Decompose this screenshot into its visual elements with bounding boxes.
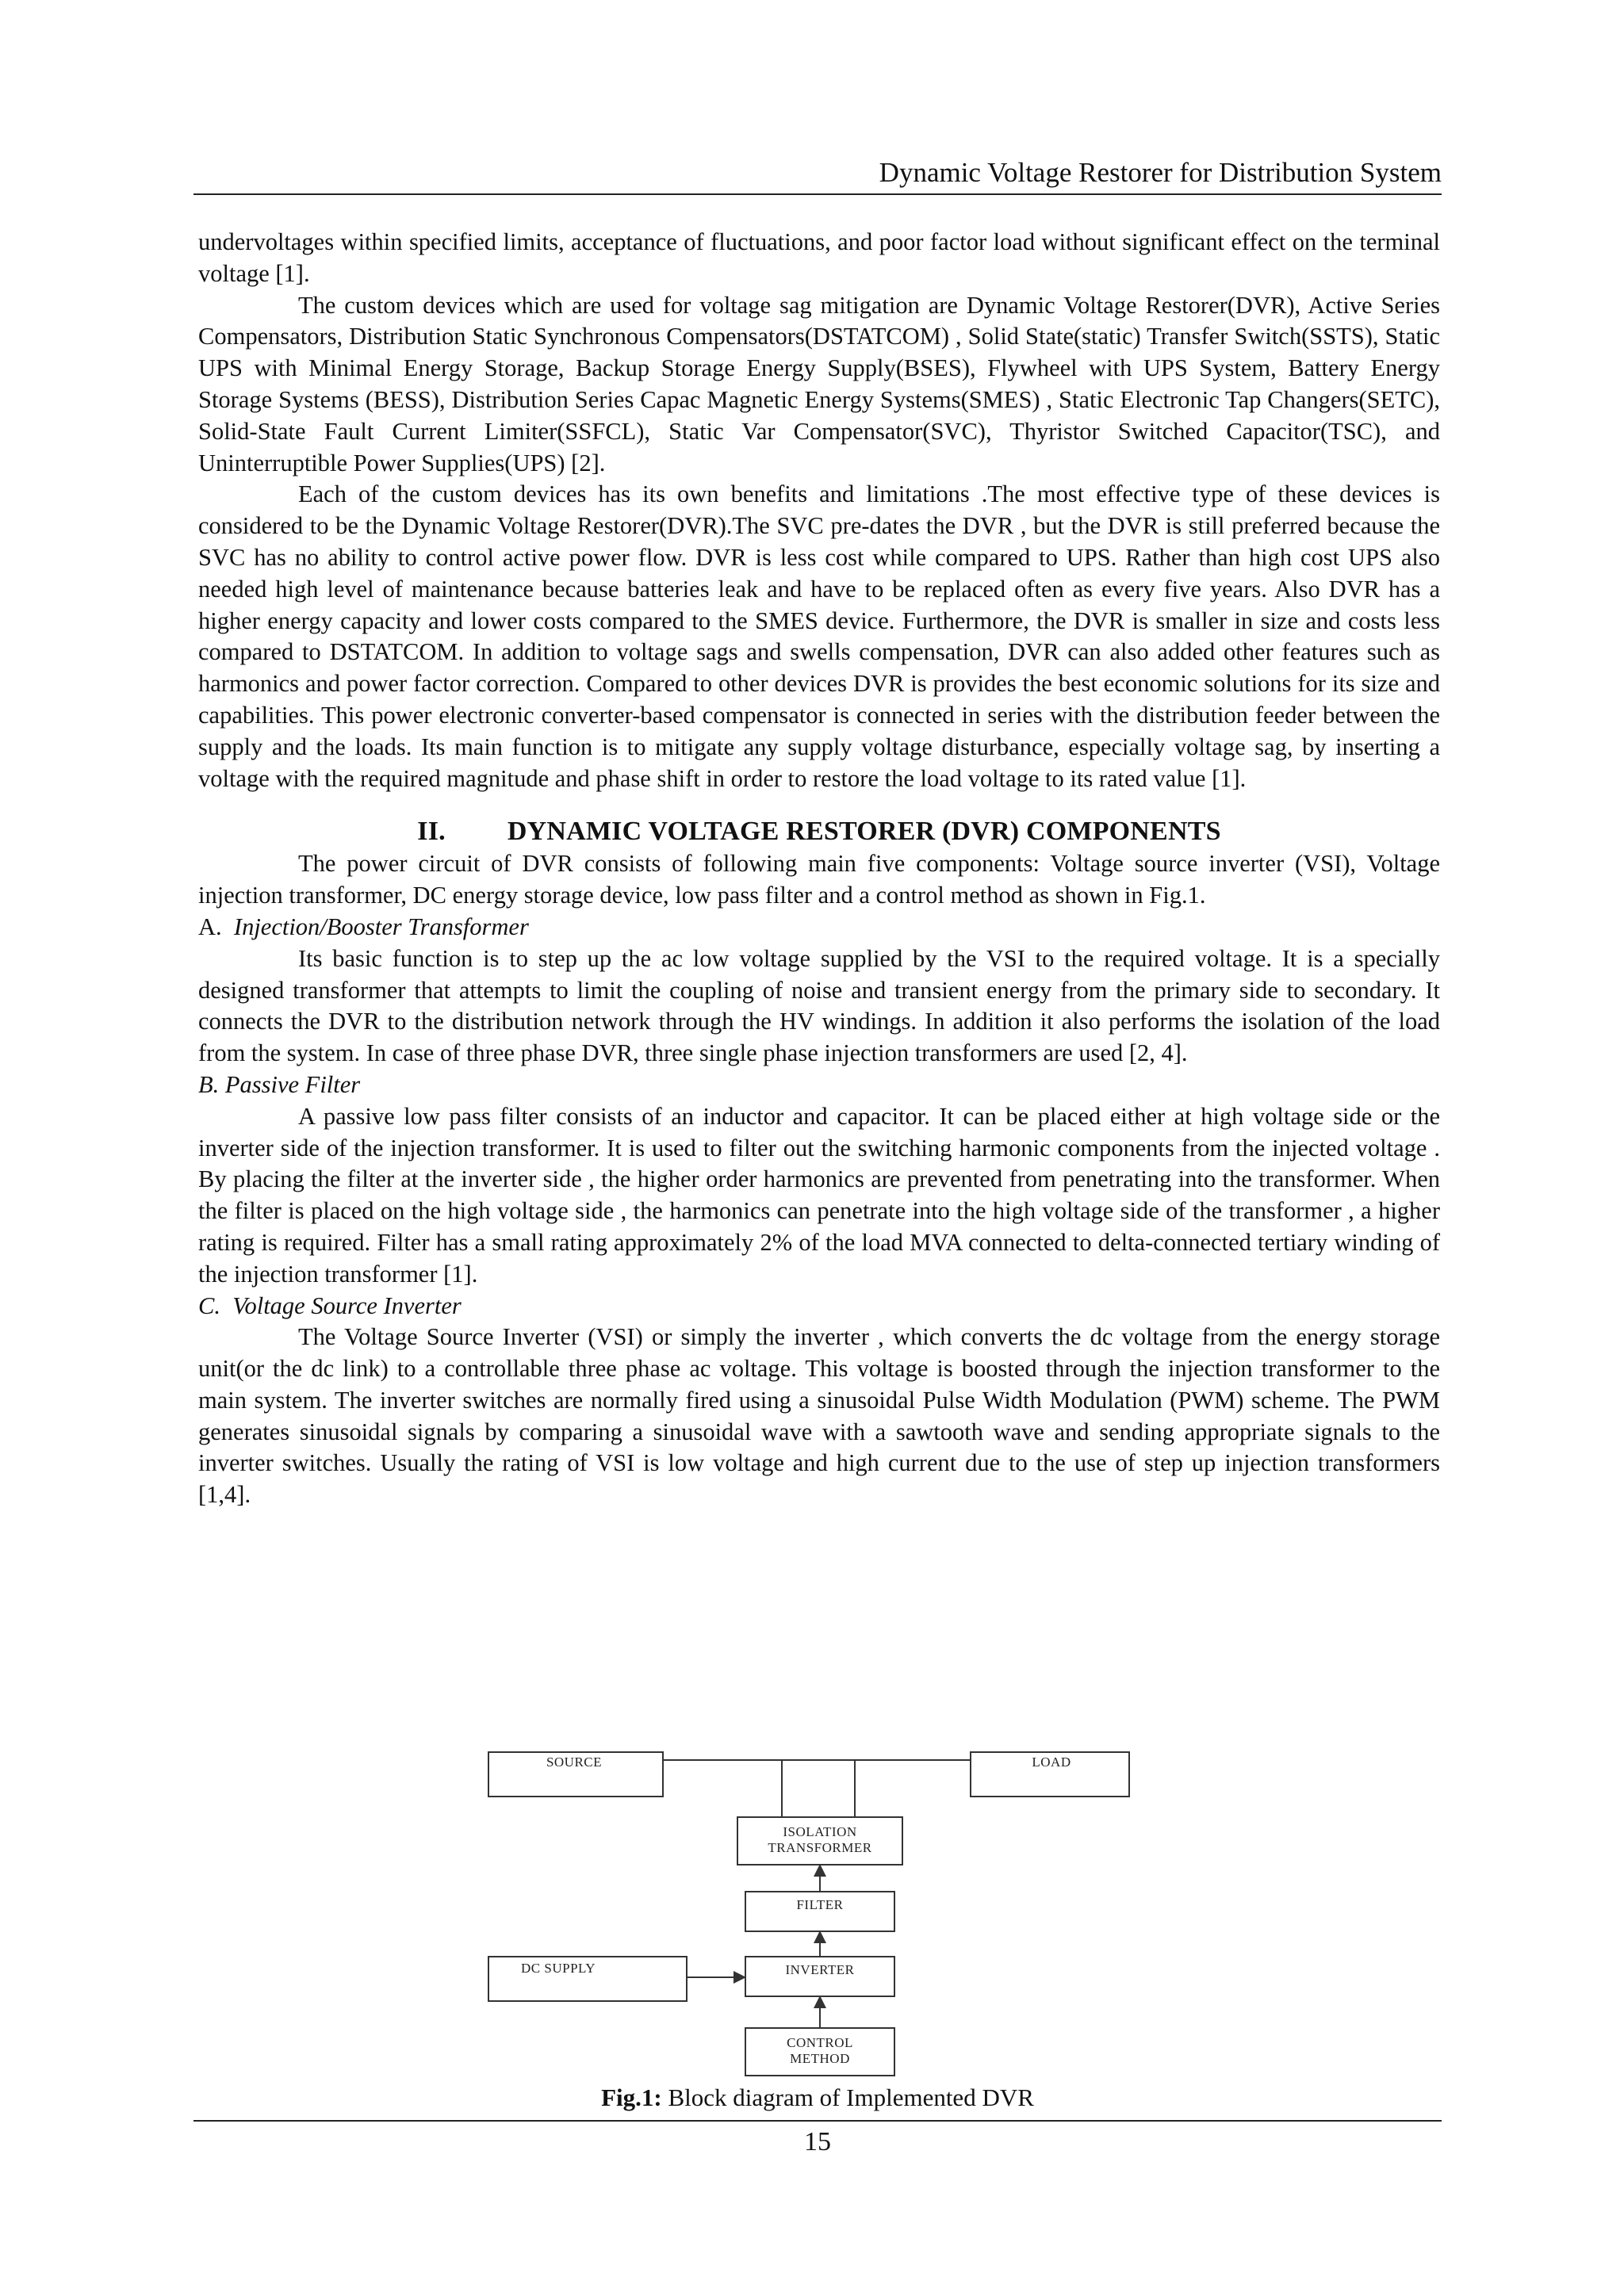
isolation-label-1: ISOLATION xyxy=(783,1824,857,1839)
dvr-block-diagram xyxy=(476,1741,1142,2090)
section-number: II. xyxy=(417,817,446,847)
subheading-label: C. xyxy=(198,1292,220,1319)
footer-rule xyxy=(193,2120,1442,2122)
caption-label: Fig.1: xyxy=(601,2084,662,2111)
header-rule xyxy=(193,193,1442,195)
paragraph-components: The power circuit of DVR consists of following main five components: Voltage source inverter (VSI), Voltage injection transformer, DC energy storage device, low pass filter and a control method as shown in Fig.1. xyxy=(198,850,1440,909)
paragraph-voltage-source-inverter: The Voltage Source Inverter (VSI) or simply the inverter , which converts the dc voltage from the energy storage unit(or the dc link) to a controllable three phase ac voltage. This voltage is boosted through the injection transformer to the main system. The inverter switches are normally fired using a sinusoidal Pulse Width Modulation (PWM) scheme. The PWM generates sinusoidal signals by comparing a sinusoidal wave with a sawtooth wave and sending appropriate signals to the inverter switches. Usually the rating of VSI is low voltage and high current due to the use of step up injection transformers [1,4]. xyxy=(198,1323,1440,1509)
subheading-title: Passive Filter xyxy=(224,1070,361,1098)
body-text xyxy=(198,227,1440,1511)
subheading-title: Voltage Source Inverter xyxy=(232,1292,462,1319)
subheading-voltage-source-inverter xyxy=(198,1291,1440,1322)
subheading-title: Injection/Booster Transformer xyxy=(233,913,529,940)
page-number: 15 xyxy=(804,2127,831,2156)
subheading-passive-filter xyxy=(198,1070,1440,1101)
subheading-label: A. xyxy=(198,913,222,940)
isolation-label-2: TRANSFORMER xyxy=(768,1840,872,1855)
subheading-label: B. xyxy=(198,1070,220,1098)
section-title: DYNAMIC VOLTAGE RESTORER (DVR) COMPONENTS xyxy=(507,817,1221,847)
subheading-injection-transformer xyxy=(198,912,1440,943)
inverter-label: INVERTER xyxy=(785,1962,855,1977)
section-heading xyxy=(198,815,1440,848)
load-label: LOAD xyxy=(1032,1755,1071,1770)
paragraph-passive-filter: A passive low pass filter consists of an inductor and capacitor. It can be placed either at high voltage side or the inverter side of the injection transformer. It is used to filter out the switching harmonic components from the injected voltage . By placing the filter at the inverter side , the higher order harmonics are prevented from penetrating into the transformer. When the filter is placed on the high voltage side , the harmonics can penetrate into the high voltage side of the transformer , a higher rating is required. Filter has a small rating approximately 2% of the load MVA connected to delta-connected tertiary winding of the injection transformer [1]. xyxy=(198,1102,1440,1288)
control-label-1: CONTROL xyxy=(787,2035,853,2050)
control-label-2: METHOD xyxy=(790,2051,850,2066)
paragraph-custom-devices: The custom devices which are used for voltage sag mitigation are Dynamic Voltage Restorer(DVR), Active Series Compensators, Distribution Static Synchronous Compensators(DSTATCOM) , Solid State(static) Transfer Switch(SSTS), Static UPS with Minimal Energy Storage, Backup Storage Energy Supply(BSES), Flywheel with UPS System, Battery Energy Storage Systems (BESS), Distribution Series Capac Magnetic Energy Systems(SMES) , Static Electronic Tap Changers(SETC), Solid-State Fault Current Limiter(SSFCL), Static Var Compensator(SVC), Thyristor Switched Capacitor(TSC), and Uninterruptible Power Supplies(UPS) [2]. xyxy=(198,291,1440,476)
running-header: Dynamic Voltage Restorer for Distribution System xyxy=(879,157,1442,188)
paragraph-injection-transformer: Its basic function is to step up the ac low voltage supplied by the VSI to the required voltage. It is a specially designed transformer that attempts to limit the coupling of noise and transient energy from the primary side to secondary. It connects the DVR to the distribution network through the HV windings. In addition it also performs the isolation of the load from the system. In case of three phase DVR, three single phase injection transformers are used [2, 4]. xyxy=(198,944,1440,1067)
filter-label: FILTER xyxy=(796,1897,844,1912)
caption-text: Block diagram of Implemented DVR xyxy=(661,2084,1034,2111)
figure-caption xyxy=(193,2082,1442,2114)
dc-supply-label: DC SUPPLY xyxy=(521,1961,596,1976)
paragraph-benefits: Each of the custom devices has its own benefits and limitations .The most effective type of these devices is considered to be the Dynamic Voltage Restorer(DVR).The SVC pre-dates the DVR , but the DVR is still preferred because the SVC has no ability to control active power flow. DVR is less cost while compared to UPS. Rather than high cost UPS also needed high level of maintenance because batteries leak and have to be replaced often as every five years. Also DVR has a higher energy capacity and lower costs compared to the SMES device. Furthermore, the DVR is smaller in size and costs less compared to DSTATCOM. In addition to voltage sags and swells compensation, DVR can also added other features such as harmonics and power factor correction. Compared to other devices DVR is provides the best economic solutions for its size and capabilities. This power electronic converter-based compensator is connected in series with the distribution feeder between the supply and the loads. Its main function is to mitigate any supply voltage disturbance, especially voltage sag, by inserting a voltage with the required magnitude and phase shift in order to restore the load voltage to its rated value [1]. xyxy=(198,480,1440,792)
paragraph-continued: undervoltages within specified limits, acceptance of fluctuations, and poor factor load without significant effect on the terminal voltage [1]. xyxy=(198,228,1440,287)
source-label: SOURCE xyxy=(546,1755,603,1770)
